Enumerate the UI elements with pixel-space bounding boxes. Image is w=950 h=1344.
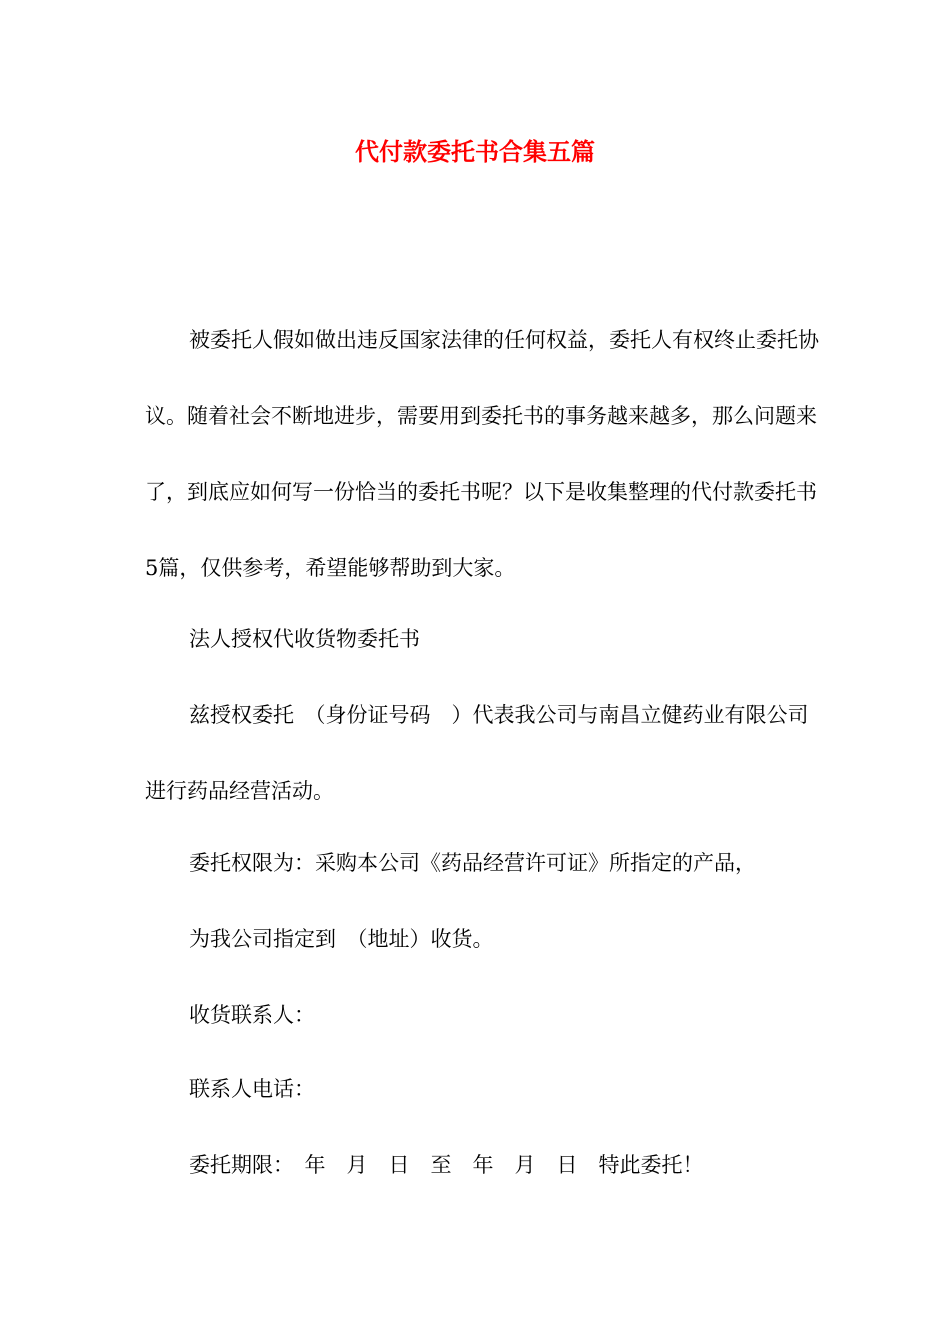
term-line: 委托期限： 年 月 日 至 年 月 日 特此委托！	[189, 1153, 704, 1177]
delivery-line: 为我公司指定到 （地址）收货。	[189, 927, 494, 951]
contact-person-line: 收货联系人：	[189, 1003, 315, 1027]
document-title: 代付款委托书合集五篇	[355, 137, 595, 166]
contact-phone-line: 联系人电话：	[189, 1077, 315, 1101]
section-heading: 法人授权代收货物委托书	[189, 627, 420, 651]
intro-paragraph: 被委托人假如做出违反国家法律的任何权益，委托人有权终止委托协议。随着社会不断地进步，需要用到委托书的事务越来越多，那么问题来了，到底应如何写一份恰当的委托书呢？以下是收集整理的代付款委托书5篇，仅供参考，希望能够帮助到大家。	[145, 328, 819, 580]
scope-line: 委托权限为：采购本公司《药品经营许可证》所指定的产品，	[189, 851, 756, 875]
authorization-paragraph: 兹授权委托 （身份证号码 ）代表我公司与南昌立健药业有限公司进行药品经营活动。	[145, 703, 809, 803]
